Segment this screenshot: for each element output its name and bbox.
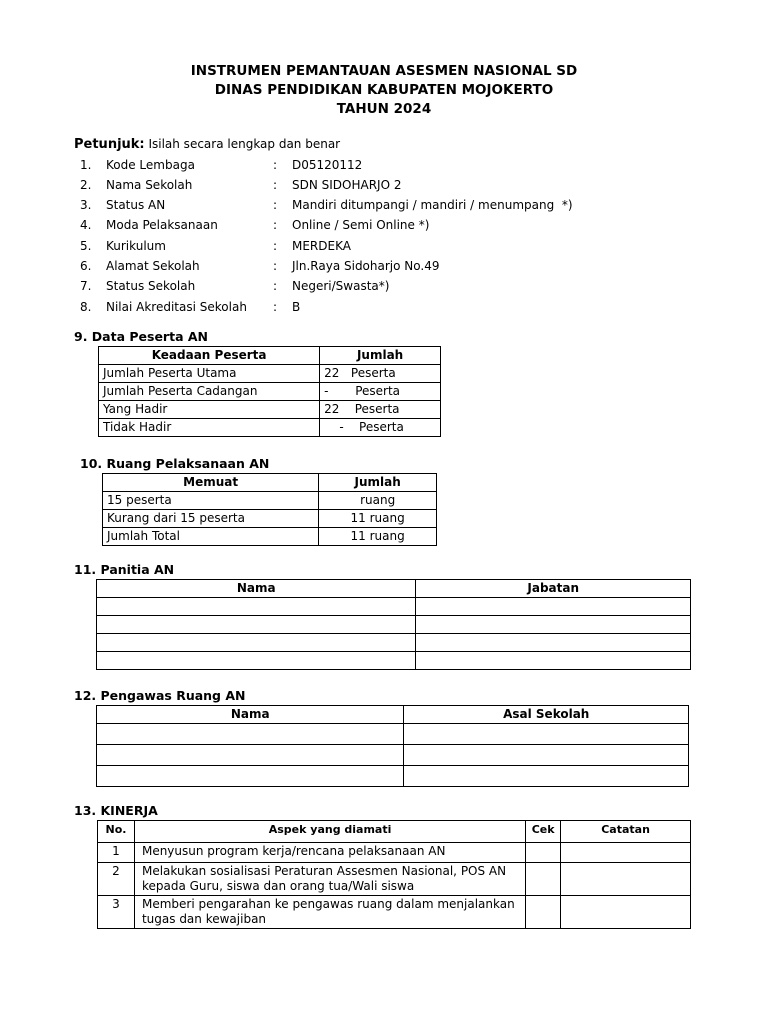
instructions-label: Petunjuk:: [74, 137, 145, 152]
table-cell: 22 Peserta: [320, 365, 441, 383]
table-cell: Melakukan sosialisasi Peraturan Assesmen Nasional, POS AN kepada Guru, siswa dan orang tua/Wali siswa: [134, 863, 525, 896]
info-row: [80, 155, 680, 175]
table-row: [97, 724, 689, 745]
info-value: Mandiri ditumpangi / mandiri / menumpang *): [292, 198, 573, 212]
ruang-table: [102, 473, 437, 546]
info-row: [80, 276, 680, 296]
table-cell: 11 ruang: [319, 528, 437, 546]
table-header-row: [103, 474, 437, 492]
table-cell: Jumlah Total: [103, 528, 319, 546]
info-value: Negeri/Swasta*): [292, 279, 390, 293]
table-row: [103, 510, 437, 528]
section-13-title: 13. KINERJA: [74, 803, 158, 818]
info-number: 4.: [80, 218, 92, 232]
table-row: [97, 745, 689, 766]
column-header: Asal Sekolah: [404, 706, 689, 724]
table-cell: Memberi pengarahan ke pengawas ruang dalam menjalankan tugas dan kewajiban: [134, 896, 525, 929]
info-value: Jln.Raya Sidoharjo No.49: [292, 259, 440, 273]
table-row: [98, 843, 691, 863]
info-colon: :: [273, 259, 278, 273]
info-label: Nama Sekolah: [106, 178, 193, 192]
info-row: [80, 175, 680, 195]
info-row: [80, 256, 680, 276]
instructions: [74, 137, 340, 152]
info-colon: :: [273, 178, 278, 192]
table-row: [97, 598, 691, 616]
table-cell: [526, 843, 561, 863]
table-cell: [97, 634, 416, 652]
info-label: Alamat Sekolah: [106, 259, 200, 273]
info-number: 3.: [80, 198, 92, 212]
info-row: [80, 297, 680, 317]
table-row: [99, 383, 441, 401]
info-row: [80, 195, 680, 215]
section-11-title: 11. Panitia AN: [74, 562, 175, 577]
info-label: Status AN: [106, 198, 166, 212]
table-row: [97, 652, 691, 670]
info-label: Kurikulum: [106, 239, 166, 253]
instructions-text: Isilah secara lengkap dan benar: [148, 137, 341, 151]
kinerja-table: [97, 820, 691, 929]
table-cell: Menyusun program kerja/rencana pelaksanaan AN: [134, 843, 525, 863]
table-header-row: [99, 347, 441, 365]
table-cell: [97, 724, 404, 745]
column-header: Cek: [526, 821, 561, 843]
info-number: 1.: [80, 158, 92, 172]
info-number: 6.: [80, 259, 92, 273]
info-value: Online / Semi Online *): [292, 218, 430, 232]
column-header: Nama: [97, 580, 416, 598]
info-value: MERDEKA: [292, 239, 351, 253]
info-number: 5.: [80, 239, 92, 253]
table-cell: - Peserta: [320, 383, 441, 401]
table-header-row: [98, 821, 691, 843]
table-cell: ruang: [319, 492, 437, 510]
panitia-table: [96, 579, 691, 670]
table-cell: [416, 652, 691, 670]
pengawas-table: [96, 705, 689, 787]
info-colon: :: [273, 300, 278, 314]
info-colon: :: [273, 198, 278, 212]
table-row: [97, 634, 691, 652]
column-header: No.: [98, 821, 135, 843]
info-row: [80, 215, 680, 235]
title-line-1: INSTRUMEN PEMANTAUAN ASESMEN NASIONAL SD: [190, 63, 578, 79]
document-title: [0, 62, 768, 119]
section-12-title: 12. Pengawas Ruang AN: [74, 688, 246, 703]
table-cell: [561, 843, 691, 863]
table-cell: Tidak Hadir: [99, 419, 320, 437]
table-cell: [97, 616, 416, 634]
table-cell: [404, 766, 689, 787]
column-header: Jumlah: [320, 347, 441, 365]
table-cell: [404, 724, 689, 745]
peserta-table: [98, 346, 441, 437]
table-row: [103, 528, 437, 546]
table-cell: [561, 896, 691, 929]
info-value: B: [292, 300, 301, 314]
table-cell: [416, 616, 691, 634]
table-cell: [416, 598, 691, 616]
table-cell: 2: [98, 863, 135, 896]
table-cell: Jumlah Peserta Cadangan: [99, 383, 320, 401]
title-line-2: DINAS PENDIDIKAN KABUPATEN MOJOKERTO: [214, 82, 554, 98]
table-cell: 1: [98, 843, 135, 863]
info-number: 8.: [80, 300, 92, 314]
section-9-title: 9. Data Peserta AN: [74, 329, 208, 344]
column-header: Jumlah: [319, 474, 437, 492]
column-header: Catatan: [561, 821, 691, 843]
section-10-title: 10. Ruang Pelaksanaan AN: [80, 456, 270, 471]
table-cell: - Peserta: [320, 419, 441, 437]
info-label: Status Sekolah: [106, 279, 196, 293]
table-cell: [416, 634, 691, 652]
info-label: Nilai Akreditasi Sekolah: [106, 300, 247, 314]
table-row: [103, 492, 437, 510]
table-cell: [404, 745, 689, 766]
table-cell: [526, 896, 561, 929]
info-colon: :: [273, 218, 278, 232]
table-cell: [97, 652, 416, 670]
table-cell: Yang Hadir: [99, 401, 320, 419]
table-cell: [97, 598, 416, 616]
info-label: Kode Lembaga: [106, 158, 195, 172]
table-header-row: [97, 706, 689, 724]
table-cell: 3: [98, 896, 135, 929]
column-header: Memuat: [103, 474, 319, 492]
table-cell: [526, 863, 561, 896]
table-cell: [561, 863, 691, 896]
info-row: [80, 236, 680, 256]
column-header: Nama: [97, 706, 404, 724]
info-colon: :: [273, 239, 278, 253]
info-value: SDN SIDOHARJO 2: [292, 178, 402, 192]
table-row: [98, 896, 691, 929]
table-row: [97, 766, 689, 787]
table-row: [97, 616, 691, 634]
table-cell: 22 Peserta: [320, 401, 441, 419]
table-cell: [97, 766, 404, 787]
column-header: Keadaan Peserta: [99, 347, 320, 365]
title-line-3: TAHUN 2024: [336, 101, 432, 117]
column-header: Aspek yang diamati: [134, 821, 525, 843]
table-cell: 15 peserta: [103, 492, 319, 510]
info-label: Moda Pelaksanaan: [106, 218, 218, 232]
table-row: [98, 863, 691, 896]
info-colon: :: [273, 279, 278, 293]
info-number: 7.: [80, 279, 92, 293]
table-cell: 11 ruang: [319, 510, 437, 528]
table-header-row: [97, 580, 691, 598]
column-header: Jabatan: [416, 580, 691, 598]
table-cell: Jumlah Peserta Utama: [99, 365, 320, 383]
info-colon: :: [273, 158, 278, 172]
table-row: [99, 365, 441, 383]
table-cell: [97, 745, 404, 766]
table-row: [99, 419, 441, 437]
info-number: 2.: [80, 178, 92, 192]
table-row: [99, 401, 441, 419]
info-value: D05120112: [292, 158, 363, 172]
table-cell: Kurang dari 15 peserta: [103, 510, 319, 528]
